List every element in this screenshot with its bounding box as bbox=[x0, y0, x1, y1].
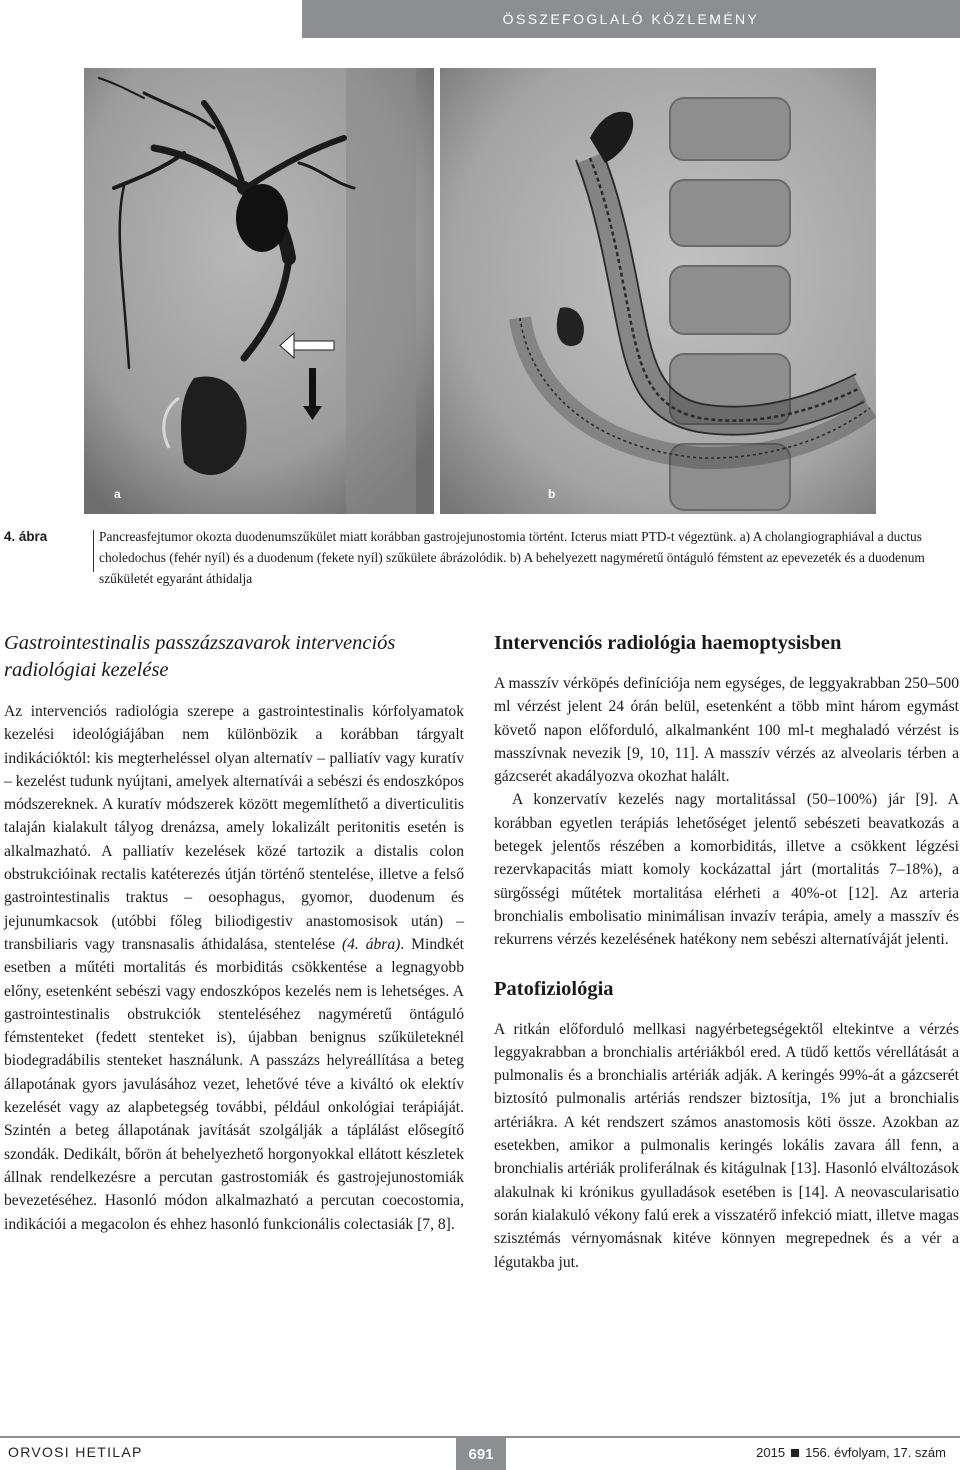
figure-reference: (4. ábra) bbox=[341, 935, 401, 953]
panel-a-letter: a bbox=[114, 487, 121, 501]
cholangiography-image bbox=[84, 68, 434, 514]
haemoptysis-paragraph-2: A konzervatív kezelés nagy mortalitással (50–100%) jár [9]. A korábban egyetlen terápiás lehetőséget jelentő sebészeti beavatkozás a betegek jelentős részében a komorbiditás, illetve a csökkent légzési rezervkapacitás miatt komoly kockázattal járt (mortalitás 7–18%), a sürgősségi műtétek mortalitása elérheti a 40%-ot [12]. Az arteria bronchialis embolisatio minimálisan invazív terápia, amely a masszív és rekurrens vérzés kezelésének hatékony nem sebészi alternatíváját jelenti. bbox=[494, 791, 959, 949]
issue-year: 2015 bbox=[756, 1445, 786, 1460]
pathophysiology-heading: Patofiziológia bbox=[494, 977, 614, 1000]
gi-paragraph-rest: . Mindkét esetben a műtéti mortalitás és morbiditás csökkentése a legnagyobb előny, esetenként sebészi vagy endoszkópos kezelés nem is lehetséges. A gastrointestinalis obstrukciók stenteléséhez nagyméretű öntáguló fémstenteket (fedett stenteket is), újabban benignus szűkületeknél biodegradábilis stenteket használunk. A passzázs helyreállítása a beteg állapotának gyors javulásához vezet, lehetővé téve a kiváltó ok elektív kezelését vagy az alapbetegség további, például onkológiai terápiáját. Szintén a beteg állapotának javítását szolgálják a táplálást elősegítő szondák. Dedikált, bőrön át behelyezhető horgonyokkal ellátott készletek állnak rendelkezésre a percutan gastrostomiák és gastrojejunostomiák bevezetéséhez. Hasonló módon alkalmazható a percutan coecostomia, indikációi a megacolon és ehhez hasonló funkcionális colectasiák [7, 8]. bbox=[4, 935, 464, 1233]
journal-name: ORVOSI HETILAP bbox=[8, 1444, 143, 1460]
haemoptysis-paragraph-1: A masszív vérköpés definíciója nem egységes, de leggyakrabban 250–500 ml vérzést jelent 24 órán belül, esetenként a több mint három egymást követő napon előforduló, alkalmanként 100 ml-t meghaladó vérzést is masszívnak nevezik [9, 10, 11]. A masszív vérzés az alveolaris térben a gázcserét akadályozva okozhat halált. bbox=[494, 675, 959, 786]
page-footer bbox=[0, 1436, 960, 1470]
left-column bbox=[4, 630, 464, 1236]
pathophysiology-paragraph: A ritkán előforduló mellkasi nagyérbetegségektől eltekintve a vérzés leggyakrabban a bronchialis artériákból ered. A tüdő kettős vérellátását a pulmonalis és a bronchialis artériák adják. A keringés 99%-át a gázcserét biztosító pulmonalis artériás rendszer biztosítja, 1% jut a bronchialis artériákra. A két rendszert számos anastomosis köti össze. Azokban az esetekben, amikor a pulmonalis keringés lokális zavara áll fenn, a bronchialis artériák proliferálnak és kitágulnak [13]. Hasonló elváltozások alakulnak ki krónikus gyulladások esetében is [14]. A neovascularisatio során kialakuló vékony falú erek a visszatérő infekció miatt, illetve magas szisztémás vérnyomásnak kitéve könnyen megrepednek és a vér a légutakba jut. bbox=[494, 1020, 959, 1271]
caption-text: Pancreasfejtumor okozta duodenumszűkület miatt korábban gastrojejunostomia történt. Icterus miatt PTD-t végeztünk. a) A cholangiographiával a ductus choledochus (fehér nyíl) és a duodenum (fekete nyíl) szűkülete ábrázolódik. b) A behelyezett nagyméretű öntáguló fémstent az epevezeték és a duodenum szűkületét egyaránt áthidalja bbox=[99, 529, 925, 586]
issue-info bbox=[756, 1445, 946, 1460]
panel-b-letter: b bbox=[548, 487, 556, 501]
metal-stent-image bbox=[440, 68, 876, 514]
right-column bbox=[494, 630, 959, 1274]
issue-volume: 156. évfolyam, 17. szám bbox=[805, 1445, 946, 1460]
gi-paragraph bbox=[4, 700, 464, 1236]
gi-paragraph-text: Az intervenciós radiológia szerepe a gastrointestinalis kórfolyamatok kezelési ideológiájában nem különbözik a korábban tárgyalt indikációktól: kis megterheléssel olyan alternatív – palliatív vagy kuratív – kezelést tudunk nyújtani, amelyek alternatívái a sebészi és endoszkópos módszereknek. A kuratív módszerek között megemlíthető a diverticulitis talaján kialakult tályog drenázsa, amely lokalizált peritonitis esetén is alkalmazható. A palliatív kezelések közé tartozik a distalis colon obstrukcióinak rectalis katéterezés útján történő stentelése, illetve a felső gastrointestinalis traktus – oesophagus, gyomor, duodenum és jejunumkacsok (utóbbi főleg biliodigestiv anastomosisok után) – transbiliaris vagy transnasalis áthidalása, stentelése bbox=[4, 703, 464, 953]
section-title: ÖSSZEFOGLALÓ KÖZLEMÉNY bbox=[502, 11, 760, 27]
square-bullet-icon bbox=[791, 1449, 799, 1457]
haemoptysis-heading: Intervenciós radiológia haemoptysisben bbox=[494, 632, 842, 654]
caption-divider bbox=[93, 530, 94, 572]
gi-heading: Gastrointestinalis passzázszavarok intervenciós radiológiai kezelése bbox=[4, 632, 396, 681]
figure-4 bbox=[84, 68, 876, 514]
page-number: 691 bbox=[456, 1438, 506, 1470]
figure-label: 4. ábra bbox=[4, 529, 48, 544]
section-header bbox=[302, 0, 960, 38]
